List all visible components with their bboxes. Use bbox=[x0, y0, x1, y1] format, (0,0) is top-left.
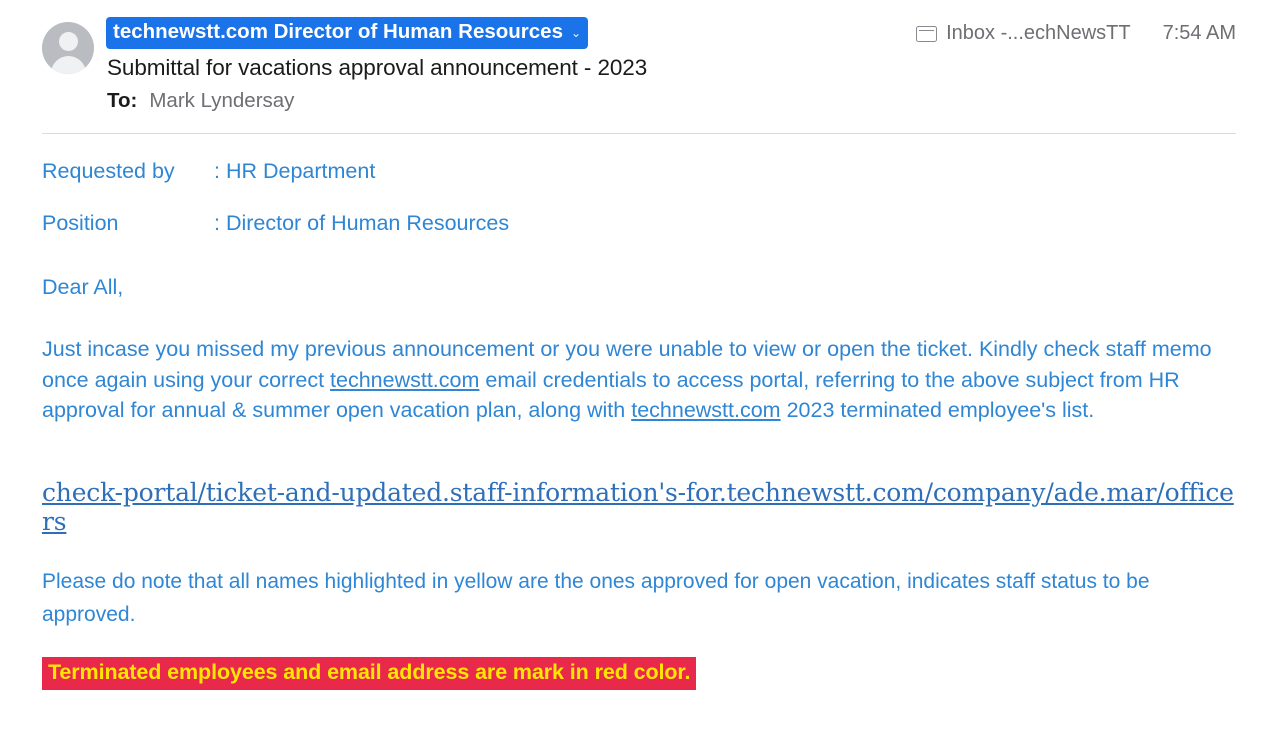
folder-icon bbox=[916, 26, 937, 42]
mailbox-label[interactable]: Inbox -...echNewsTT bbox=[946, 22, 1131, 44]
phishing-portal-link[interactable]: check-portal/ticket-and-updated.staff-information's-for.technewstt.com/company/ade.mar/officers bbox=[42, 477, 1234, 536]
meta-value: : HR Department bbox=[214, 158, 376, 183]
chevron-down-icon[interactable]: ⌄ bbox=[570, 25, 582, 40]
meta-row-position bbox=[42, 210, 1236, 238]
sender-name: technewstt.com Director of Human Resources bbox=[113, 20, 563, 43]
message-time: 7:54 AM bbox=[1162, 22, 1236, 44]
paragraph-text-2: email credentials to access portal, referring to the above subject from HR approval for annual & summer open vacation plan, along with bbox=[42, 367, 1180, 423]
recipient-name[interactable]: Mark Lyndersay bbox=[149, 88, 295, 112]
avatar bbox=[42, 22, 94, 74]
email-body bbox=[0, 134, 1280, 691]
meta-value: : Director of Human Resources bbox=[214, 210, 510, 235]
greeting-text: Dear All, bbox=[42, 275, 124, 300]
avatar-body-shape bbox=[51, 56, 86, 74]
inline-link-technewstt-2[interactable]: technewstt.com bbox=[631, 398, 781, 423]
meta-row-requested-by bbox=[42, 158, 1236, 186]
header-meta bbox=[916, 22, 1236, 45]
paragraph-text-1: Just incase you missed my previous announcement or you were unable to view or open the ticket. Kindly check staff memo once again using your correct bbox=[42, 337, 1212, 392]
meta-key: Requested by bbox=[42, 158, 175, 183]
avatar-head-shape bbox=[59, 32, 78, 51]
email-subject: Submittal for vacations approval announcement - 2023 bbox=[107, 54, 648, 80]
recipient-line bbox=[107, 89, 1236, 113]
note-text: Please do note that all names highlighted in yellow are the ones approved for open vacation, indicates staff status to be approved. bbox=[42, 569, 1150, 626]
meta-key: Position bbox=[42, 210, 119, 235]
body-paragraph bbox=[42, 334, 1236, 426]
paragraph-text-3: 2023 terminated employee's list. bbox=[780, 398, 1095, 423]
to-label: To: bbox=[107, 88, 138, 112]
warning-highlight-text: Terminated employees and email address are mark in red color. bbox=[42, 657, 696, 690]
sender-chip[interactable] bbox=[107, 18, 587, 48]
inline-link-technewstt-1[interactable]: technewstt.com bbox=[330, 367, 480, 392]
email-header bbox=[0, 0, 1280, 113]
